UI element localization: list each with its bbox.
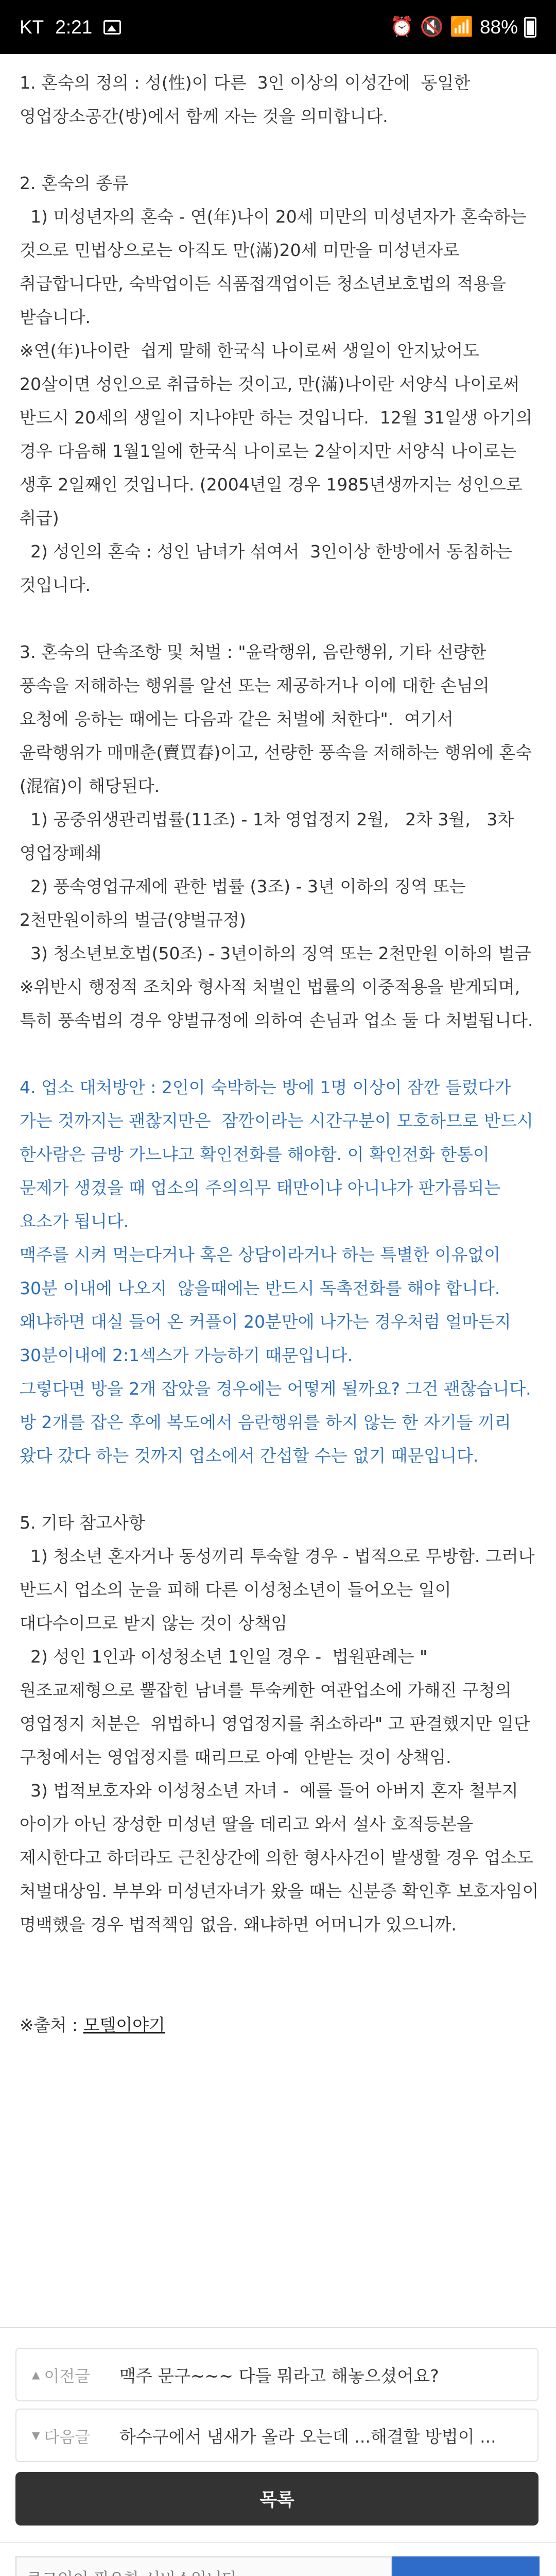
list-button[interactable]: 목록 [15, 2472, 538, 2526]
alarm-icon: ⏰ [390, 16, 414, 37]
battery-icon [524, 17, 536, 38]
clock: 2:21 [55, 16, 93, 38]
prev-title[interactable]: 맥주 문구~~~ 다들 뭐라고 해놓으셨어요? [119, 2365, 439, 2386]
mute-icon: 🔇 [420, 16, 444, 37]
article-paragraph: 2) 성인 1인과 이성청소년 1인일 경우 - 법원판례는 " 원조교제형으로 뿔잡힌 남녀를 투숙케한 여관업소에 가해진 구청의 영업정지 처분은 위법하니 영업정지를 취소하라" 고 판결했지만 일단 구청에서는 영업정지를 때리므로 아예 안받는 것이 상책임. [20, 1647, 536, 1767]
source-label: ※출처 : [20, 2015, 83, 2035]
source-link[interactable]: 모텔이야기 [83, 2015, 165, 2035]
article-paragraph: 2) 풍속영업규제에 관한 법률 (3조) - 3년 이하의 징역 또는 2천만원이하의 벌금(양벌규정) [20, 876, 471, 930]
comment-input[interactable] [15, 2556, 392, 2576]
next-post[interactable] [15, 2409, 538, 2462]
triangle-up-icon: ▲ [32, 2368, 40, 2381]
prev-post[interactable] [15, 2348, 538, 2401]
article-paragraphs [20, 66, 544, 2008]
article-paragraph: 3) 청소년보호법(50조) - 3년이하의 징역 또는 2천만원 이하의 벌금 [20, 943, 531, 963]
paragraph-gap [20, 1472, 540, 1506]
article-paragraph: 3) 법적보호자와 이성청소년 자녀 - 예를 들어 아버지 혼자 철부지 아이가 아닌 장성한 미성년 딸을 데리고 와서 설사 호적등본을 제시한다고 하더라도 근친상간에 의한 형사사건이 발생할 경우 업소도 처벌대상임. 부부와 미성년자녀가 왔을 때는 신분증 확인후 보호자임이 명백했을 경우 법적책임 없음. 왜냐하면 어머니가 있으니까. [20, 1781, 544, 1935]
prev-label: 이전글 [44, 2367, 91, 2386]
article-paragraph: 4. 업소 대처방안 : 2인이 숙박하는 방에 1명 이상이 잠깐 들렀다가 가는 것까지는 괜찮지만은 잠깐이라는 시간구분이 모호하므로 반드시 한사람은 금방 가느냐고 확인전화를 해야함. 이 확인전화 한통이 문제가 생겼을 때 업소의 주의의무 태만이냐 아니냐가 판가름되는 요소가 됩니다. [20, 1077, 539, 1231]
paragraph-gap [20, 133, 540, 166]
paragraph-gap [20, 1941, 540, 1975]
battery-percent: 88% [479, 16, 518, 38]
article-paragraph: 1) 청소년 혼자거나 동성끼리 투숙할 경우 - 법적으로 무방함. 그러나 반드시 업소의 눈을 피해 다른 이성청소년이 들어오는 일이 대다수이므로 받지 않는 것이 상책임 [20, 1546, 540, 1633]
paragraph-gap [20, 1975, 540, 2008]
article-paragraph: ※위반시 행정적 조치와 형사적 처벌인 법률의 이중적용을 받게되며, 특히 풍속법의 경우 양벌규정에 의하여 손님과 업소 둘 다 처벌됩니다. [20, 977, 533, 1030]
next-title[interactable]: 하수구에서 냄새가 올라 오는데 ...해결할 방법이 ... [119, 2426, 496, 2447]
article-paragraph: 그렇다면 방을 2개 잡았을 경우에는 어떻게 될까요? 그건 괜찮습니다. [20, 1379, 531, 1399]
article-body [20, 66, 544, 2042]
status-bar [0, 0, 556, 54]
article-paragraph: 2. 혼숙의 종류 [20, 173, 129, 193]
article-paragraph: 맥주를 시켜 먹는다거나 혹은 상담이라거나 하는 특별한 이유없이 30분 이내에 나오지 않을때에는 반드시 독촉전화를 해야 합니다. 왜냐하면 대실 들어 온 커플이 20분만에 나가는 경우처럼 얼마든지 30분이내에 2:1섹스가 가능하기 때문입니다. [20, 1245, 517, 1365]
wifi-icon: 📶 [449, 16, 474, 37]
gallery-icon [103, 20, 121, 35]
next-label: 다음글 [44, 2428, 91, 2447]
paragraph-gap [20, 602, 540, 635]
confirm-button[interactable] [392, 2556, 540, 2576]
article-paragraph: ※연(年)나이란 쉽게 말해 한국식 나이로써 생일이 안지났어도 20살이면 성인으로 취급하는 것이고, 만(滿)나이란 서양식 나이로써 반드시 20세의 생일이 지나야만 하는 것입니다. 12월 31일생 아기의 경우 다음해 1월1일에 한국식 나이로는 2살이지만 서양식 나이로는 생후 2일째인 것입니다. (2004년일 경우 1985년생까지는 성인으로 취급) [20, 341, 538, 528]
article-paragraph: 3. 혼숙의 단속조항 및 처벌 : "윤락행위, 음란행위, 기타 선량한 풍속을 저해하는 행위를 알선 또는 제공하거나 이에 대한 손님의 요청에 응하는 때에는 다음과 같은 처벌에 처한다". 여기서 윤락행위가 매매춘(賣買春)이고, 선량한 풍속을 저해하는 행위에 혼숙(混宿)이 해당된다. [20, 642, 532, 796]
divider [0, 2542, 556, 2543]
article-paragraph: 방 2개를 잡은 후에 복도에서 음란행위를 하지 않는 한 자기들 끼리 왔다 갔다 하는 것까지 업소에서 간섭할 수는 없기 때문입니다. [20, 1412, 517, 1466]
article-paragraph: 1) 공중위생관리법률(11조) - 1차 영업정지 2월, 2차 3월, 3차 영업장폐쇄 [20, 809, 519, 863]
source-line [20, 2008, 540, 2042]
article-paragraph: 1. 혼숙의 정의 : 성(性)이 다른 3인 이상의 이성간에 동일한 영업장소공간(방)에서 함께 자는 것을 의미합니다. [20, 73, 476, 126]
article-paragraph: 1) 미성년자의 혼숙 - 연(年)나이 20세 미만의 미성년자가 혼숙하는 것으로 민법상으로는 아직도 만(滿)20세 미만을 미성년자로 취급합니다만, 숙박업이든 식품접객업이든 청소년보호법의 적용을 받습니다. [20, 207, 532, 327]
triangle-down-icon: ▼ [32, 2429, 40, 2442]
article-paragraph: 2) 성인의 혼숙 : 성인 남녀가 섞여서 3인이상 한방에서 동침하는 것입니다. [20, 541, 518, 595]
article-paragraph: 5. 기타 참고사항 [20, 1513, 145, 1533]
divider [0, 2327, 556, 2328]
paragraph-gap [20, 1037, 540, 1071]
carrier-label: KT [20, 16, 44, 38]
